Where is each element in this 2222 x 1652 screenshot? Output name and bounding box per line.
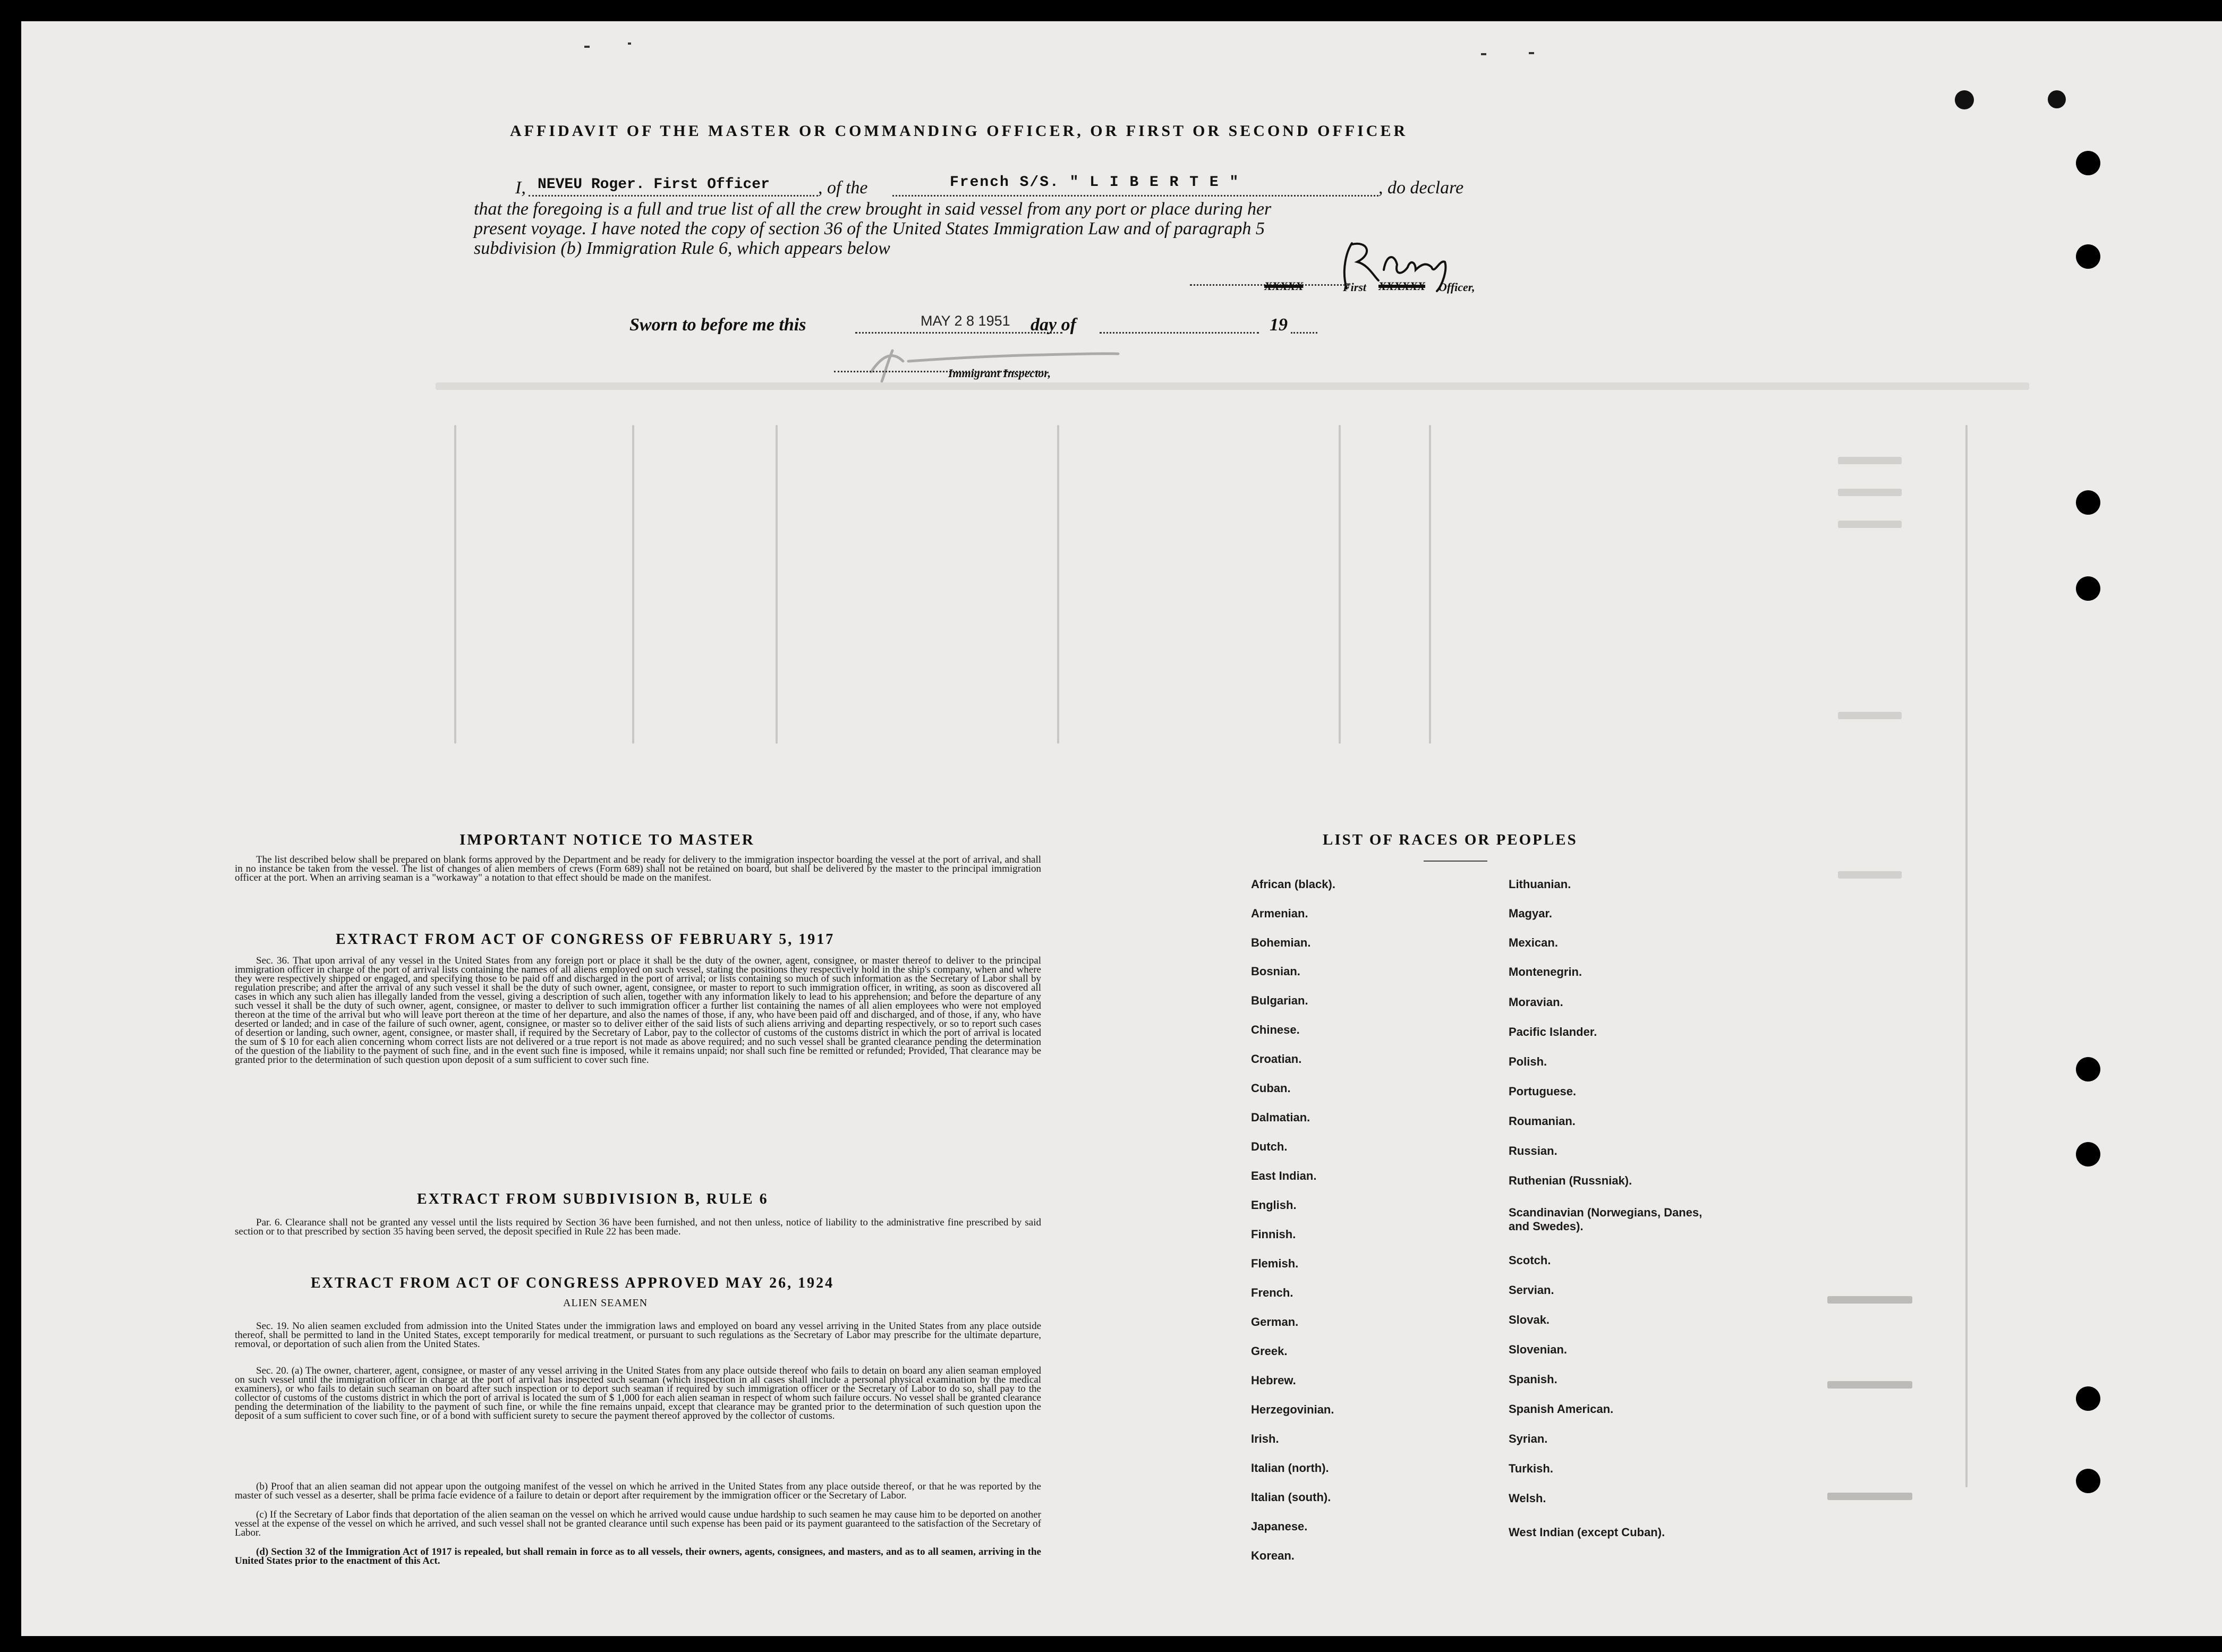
race-col1-item: Dalmatian. <box>1251 1111 1310 1124</box>
officer-struck-word-2 <box>1378 279 1425 293</box>
race-col1-item: Chinese. <box>1251 1023 1300 1036</box>
punch-hole <box>2076 490 2100 515</box>
ghost-entry <box>1838 489 1902 496</box>
race-col1-item: Armenian. <box>1251 907 1308 920</box>
top-dot-right <box>2048 90 2066 108</box>
race-col1-item: Japanese. <box>1251 1520 1308 1533</box>
races-title: LIST OF RACES OR PEOPLES <box>1323 831 1578 848</box>
ghost-entry <box>1827 1493 1912 1500</box>
race-col2-item: Montenegrin. <box>1509 965 1582 978</box>
punch-hole <box>2076 1469 2100 1493</box>
race-col2-item: West Indian (except Cuban). <box>1509 1526 1665 1539</box>
race-col2-item: Slovak. <box>1509 1313 1550 1326</box>
extract-1917-title: EXTRACT FROM ACT OF CONGRESS OF FEBRUARY 5, 1917 <box>336 931 835 948</box>
affidavit-title: AFFIDAVIT OF THE MASTER OR COMMANDING OFFICER, OR FIRST OR SECOND OFFICER <box>510 122 1408 140</box>
race-col1-item: East Indian. <box>1251 1169 1317 1182</box>
ghost-row <box>436 382 2029 390</box>
sworn-label: Sworn to before me this <box>629 315 806 335</box>
punch-hole <box>2076 244 2100 269</box>
extract-rule6-text: Par. 6. Clearance shall not be granted any vessel until the lists required by Section 36 have been furnished, and not then unless, notice of liability to the administrative fine prescribed by said section or to that prescribed by section 35 having been served, the deposit specified in Rule 22 has been made. <box>235 1217 1041 1237</box>
race-col1-item: Flemish. <box>1251 1257 1299 1270</box>
sec-20d-text: (d) Section 32 of the Immigration Act of 1917 is repealed, but shall remain in force as to all vessels, their owners, agents, consignees, and masters, and as to all seamen, arriving in the United States prior to the enactment of this Act. <box>235 1546 1041 1566</box>
notice-title: IMPORTANT NOTICE TO MASTER <box>459 831 755 848</box>
ghost-column <box>776 425 778 744</box>
vessel-line <box>892 195 1378 197</box>
race-col2-item: Spanish. <box>1509 1373 1557 1386</box>
race-col2-item: Magyar. <box>1509 907 1552 920</box>
scan-mark <box>1529 52 1534 54</box>
race-col2-item: Slovenian. <box>1509 1343 1568 1356</box>
name-line <box>529 195 818 197</box>
race-col2-item: Polish. <box>1509 1055 1547 1068</box>
race-col2-item: Welsh. <box>1509 1492 1546 1505</box>
race-col1-item: African (black). <box>1251 878 1335 891</box>
race-col1-item: Hebrew. <box>1251 1374 1296 1387</box>
officer-name-filled: NEVEU Roger. First Officer <box>538 176 770 193</box>
punch-hole <box>2076 1142 2100 1166</box>
race-col2-item: Scandinavian (Norwegians, Danes, and Swedes). <box>1509 1206 1702 1233</box>
race-col1-item: Herzegovinian. <box>1251 1403 1334 1416</box>
race-col2-item: Spanish American. <box>1509 1402 1614 1416</box>
race-col1-item: Croatian. <box>1251 1052 1302 1066</box>
ghost-column <box>1057 425 1059 744</box>
race-col2-item: Servian. <box>1509 1283 1554 1297</box>
ghost-entry <box>1827 1381 1912 1389</box>
manifest-page <box>21 21 2222 1636</box>
race-col2-item: Russian. <box>1509 1144 1557 1157</box>
officer-label: Officer, <box>1438 280 1475 294</box>
ghost-column <box>1429 425 1431 744</box>
ghost-column <box>454 425 456 744</box>
race-col1-item: Korean. <box>1251 1549 1295 1562</box>
year-prefix: 19 <box>1270 315 1288 335</box>
alien-seamen-subtitle: ALIEN SEAMEN <box>563 1297 648 1309</box>
race-col2-item: Ruthenian (Russniak). <box>1509 1174 1632 1187</box>
punch-hole <box>2076 1057 2100 1082</box>
race-col1-item: Greek. <box>1251 1344 1288 1358</box>
race-col2-item: Mexican. <box>1509 936 1558 949</box>
scan-mark <box>1481 53 1486 55</box>
race-col1-item: Finnish. <box>1251 1228 1296 1241</box>
race-col1-item: German. <box>1251 1315 1299 1329</box>
sworn-date-stamp: MAY 2 8 1951 <box>921 313 1010 329</box>
races-title-rule <box>1424 861 1487 862</box>
ghost-entry <box>1838 712 1902 719</box>
race-col2-item: Syrian. <box>1509 1432 1548 1445</box>
race-col2-item: Scotch. <box>1509 1254 1551 1267</box>
ghost-entry <box>1838 457 1902 464</box>
scan-mark <box>584 46 590 48</box>
race-col1-item: Dutch. <box>1251 1140 1288 1153</box>
affidavit-line-3: present voyage. I have noted the copy of section 36 of the United States Immigration Law and of paragraph 5 <box>474 219 1265 239</box>
struck-text: XXXXX <box>1264 279 1304 293</box>
race-col1-item: Irish. <box>1251 1432 1279 1445</box>
ghost-entry <box>1838 871 1902 879</box>
race-col2-item: Pacific Islander. <box>1509 1025 1597 1038</box>
officer-struck-word <box>1264 279 1303 293</box>
officer-first: First <box>1343 280 1367 294</box>
ghost-column <box>632 425 634 744</box>
race-col2-item: Roumanian. <box>1509 1114 1576 1128</box>
race-col2-item: Moravian. <box>1509 995 1563 1009</box>
race-col2-item: Portuguese. <box>1509 1085 1577 1098</box>
day-of-label: day of <box>1031 315 1076 335</box>
sec-19-text: Sec. 19. No alien seamen excluded from admission into the United States under the immigration laws and employed on board any vessel arriving in the United States from any place outside thereof, shall be permitted to land in the United States, except temporarily for medical treatment, or pursuant to such regulations as the Secretary of Labor may prescribe for the ultimate departure, removal, or deportation of such alien from the United States. <box>235 1321 1041 1350</box>
punch-hole <box>2076 151 2100 175</box>
race-col1-item: Italian (north). <box>1251 1461 1329 1475</box>
race-col2-item: Lithuanian. <box>1509 878 1571 891</box>
ghost-column <box>1965 425 1968 1487</box>
scan-mark <box>628 42 631 45</box>
of-the-text: , of the <box>818 178 868 198</box>
race-col1-item: Bulgarian. <box>1251 994 1308 1007</box>
sec-20c-text: (c) If the Secretary of Labor finds that deportation of the alien seaman on the vessel on which he arrived would cause undue hardship to such seamen he may cause him to be deported on another vessel at the expense of the vessel on which he arrived, and such vessel shall not be granted clearance until such expense has been paid or its payment guaranteed to the satisfaction of the Secretary of Labor. <box>235 1509 1041 1538</box>
race-col1-item: Italian (south). <box>1251 1491 1331 1504</box>
sec-20a-text: Sec. 20. (a) The owner, charterer, agent, consignee, or master of any vessel arriving in the United States from any place outside thereof who fails to detain on board any alien seaman employed on such vessel until the immigration officer in charge at the port of arrival has inspected such seaman (which inspection in all cases shall include a personal physical examination by the medical examiners), or who fails to detain such seaman on board after such inspection or to deport such seaman if required by such immigration officer or the Secretary of Labor to do so, shall pay to the collector of customs of the customs district in which the port of arrival is located the sum of $ 1,000 for each alien seaman in respect of whom such failure occurs. No vessel shall be granted clearance pending the determination of the liability to the payment of such fine, or while the fine remains unpaid, except that clearance may be granted prior to the determination of such question upon the deposit of a sum sufficient to cover such fine, or of a bond with sufficient surety to secure the payment thereof approved by the collector of customs. <box>235 1365 1041 1421</box>
notice-text: The list described below shall be prepared on blank forms approved by the Department and be ready for delivery to the immigration inspector boarding the vessel at the port of arrival, and shall in no instance be taken from the vessel. The list of changes of alien members of crews (Form 689) shall not be retained on board, but shall be delivered by the master to the principal immigration officer at the port. When an arriving seaman is a "workaway" a notation to that effect should be made on the manifest. <box>235 854 1041 883</box>
inspector-label: Immigrant Inspector, <box>948 367 1051 380</box>
race-col1-item: Bohemian. <box>1251 936 1311 949</box>
top-dot-left <box>1955 90 1974 109</box>
affidavit-prefix: I, <box>515 178 526 198</box>
punch-hole <box>2076 1386 2100 1411</box>
extract-1917-text: Sec. 36. That upon arrival of any vessel in the United States from any foreign port or place it shall be the duty of the owner, agent, consignee, or master thereof to deliver to the principal immigration officer in charge of the port of arrival lists containing the names of all aliens employed on such vessel, stating the positions they respectively hold in the ship's company, when and where they were respectively shipped or engaged, and specifying those to be paid off and discharged in the port of arrival; or lists containing so much of such information as the Secretary of Labor shall by regulation prescribe; and after the arrival of any such vessel it shall be the duty of such owner, agent, consignee, or master to report to such immigration officer, in writing, as soon as discovered all cases in which any such alien has illegally landed from the vessel, giving a description of such alien, together with any information likely to lead to his apprehension; and before the departure of any such vessel it shall be the duty of such owner, agent, consignee, or master to deliver to such immigration officer a further list containing the names of all alien employees who were not employed thereon at the time of the arrival but who will leave port thereon at the time of her departure, and also the names of those, if any, who have been paid off and discharged, and of those, if any, who have deserted or landed; and in case of the failure of such owner, agent, consignee, or master so to deliver either of the said lists of such aliens arriving and departing respectively, or so to report such cases of desertion or landing, such owner, agent, consignee, or master shall, if required by the Secretary of Labor, pay to the collector of customs of the customs district in which the port of arrival is located the sum of $ 10 for each alien concerning whom correct lists are not delivered or a true report is not made as above required; and no such vessel shall be granted clearance pending the determination of the question of the liability to the payment of such fine, and in the event such fine is imposed, while it remains unpaid; nor shall such fine be remitted or refunded; Provided, That clearance may be granted prior to the determination of such question upon deposit of a sum sufficient to cover such fine. <box>235 955 1041 1066</box>
vessel-name-filled: French S/S. " L I B E R T E " <box>950 174 1240 191</box>
extract-1924-title: EXTRACT FROM ACT OF CONGRESS APPROVED MAY 26, 1924 <box>311 1275 835 1291</box>
race-col1-item: French. <box>1251 1286 1293 1299</box>
do-declare-text: , do declare <box>1378 178 1464 198</box>
ghost-entry <box>1827 1296 1912 1304</box>
race-col1-item: Bosnian. <box>1251 965 1300 978</box>
race-col1-item: Cuban. <box>1251 1082 1291 1095</box>
punch-hole <box>2076 576 2100 601</box>
affidavit-line-2: that the foregoing is a full and true list of all the crew brought in said vessel from any port or place during her <box>474 199 1272 219</box>
struck-text-2: XXXXXX <box>1378 279 1426 293</box>
race-col1-item: English. <box>1251 1198 1297 1212</box>
race-col2-item: Turkish. <box>1509 1462 1553 1475</box>
month-line <box>1100 332 1259 334</box>
year-line <box>1291 332 1317 334</box>
ghost-entry <box>1838 521 1902 528</box>
affidavit-line-4: subdivision (b) Immigration Rule 6, which appears below <box>474 239 890 258</box>
extract-rule6-title: EXTRACT FROM SUBDIVISION B, RULE 6 <box>417 1191 769 1207</box>
ghost-column <box>1339 425 1341 744</box>
sec-20b-text: (b) Proof that an alien seaman did not appear upon the outgoing manifest of the vessel on which he arrived in the United States from any place outside thereof, or that he was reported by the master of such vessel as a deserter, shall be prima facie evidence of a failure to detain or deport after requirement by the immigration officer or the Secretary of Labor. <box>235 1481 1041 1501</box>
